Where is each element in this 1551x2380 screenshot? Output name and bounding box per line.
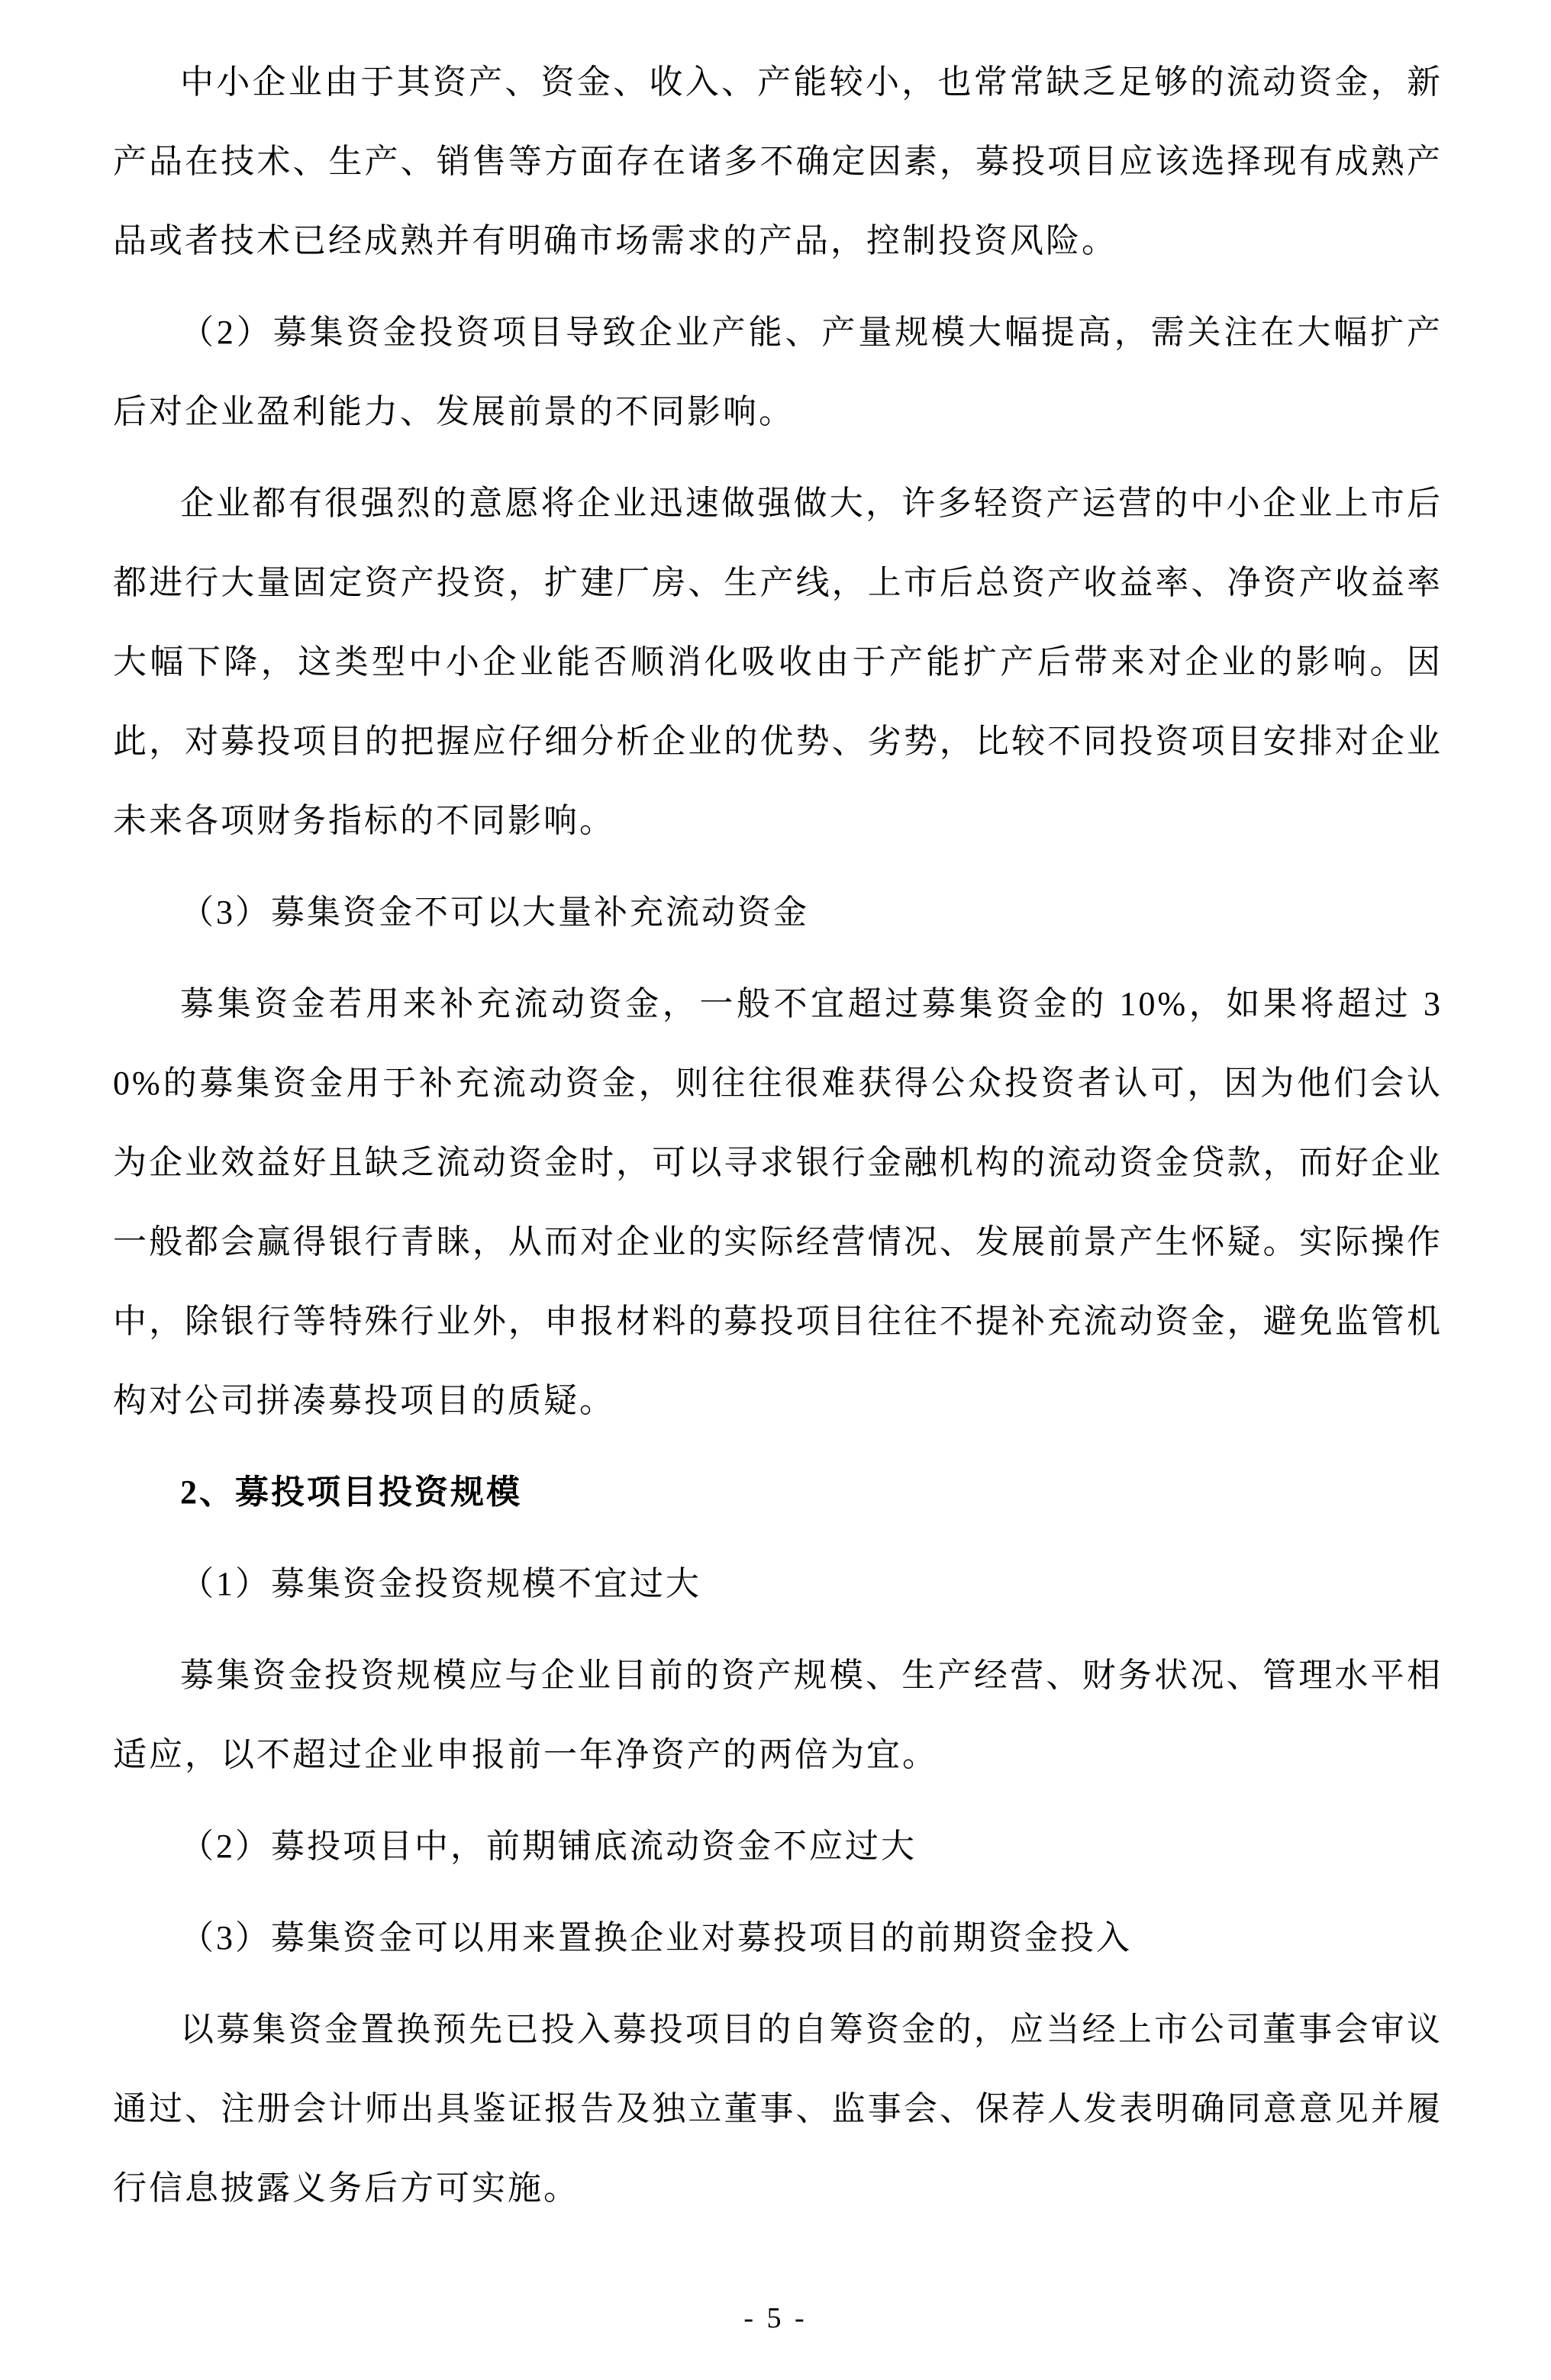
page-number: - 5 - xyxy=(743,2302,808,2334)
paragraph: 募集资金投资规模应与企业目前的资产规模、生产经营、财务状况、管理水平相适应，以不超过企业申报前一年净资产的两倍为宜。 xyxy=(113,1657,1443,1773)
paragraph: （1）募集资金投资规模不宜过大 xyxy=(180,1565,701,1602)
paragraph: （3）募集资金可以用来置换企业对募投项目的前期资金投入 xyxy=(180,1919,1132,1956)
document-content xyxy=(113,43,1443,2240)
paragraph: （2）募集资金投资项目导致企业产能、产量规模大幅提高，需关注在大幅扩产后对企业盈利能力、发展前景的不同影响。 xyxy=(113,314,1443,430)
paragraph: 中小企业由于其资产、资金、收入、产能较小，也常常缺乏足够的流动资金，新产品在技术、生产、销售等方面存在诸多不确定因素，募投项目应该选择现有成熟产品或者技术已经成熟并有明确市场需求的产品，控制投资风险。 xyxy=(113,63,1443,259)
section-heading: 2、募投项目投资规模 xyxy=(180,1473,522,1511)
paragraph: 企业都有很强烈的意愿将企业迅速做强做大，许多轻资产运营的中小企业上市后都进行大量固定资产投资，扩建厂房、生产线，上市后总资产收益率、净资产收益率大幅下降，这类型中小企业能否顺消化吸收由于产能扩产后带来对企业的影响。因此，对募投项目的把握应仔细分析企业的优势、劣势，比较不同投资项目安排对企业未来各项财务指标的不同影响。 xyxy=(113,485,1443,839)
paragraph: 以募集资金置换预先已投入募投项目的自筹资金的，应当经上市公司董事会审议通过、注册会计师出具鉴证报告及独立董事、监事会、保荐人发表明确同意意见并履行信息披露义务后方可实施。 xyxy=(113,2011,1443,2207)
paragraph: （2）募投项目中，前期铺底流动资金不应过大 xyxy=(180,1828,917,1865)
paragraph: （3）募集资金不可以大量补充流动资金 xyxy=(180,894,809,931)
paragraph: 募集资金若用来补充流动资金，一般不宜超过募集资金的 10%，如果将超过 30%的募集资金用于补充流动资金，则往往很难获得公众投资者认可，因为他们会认为企业效益好且缺乏流动资金时，可以寻求银行金融机构的流动资金贷款，而好企业一般都会赢得银行青睐，从而对企业的实际经营情况、发展前景产生怀疑。实际操作中，除银行等特殊行业外，申报材料的募投项目往往不提补充流动资金，避免监管机构对公司拼凑募投项目的质疑。 xyxy=(113,985,1443,1419)
